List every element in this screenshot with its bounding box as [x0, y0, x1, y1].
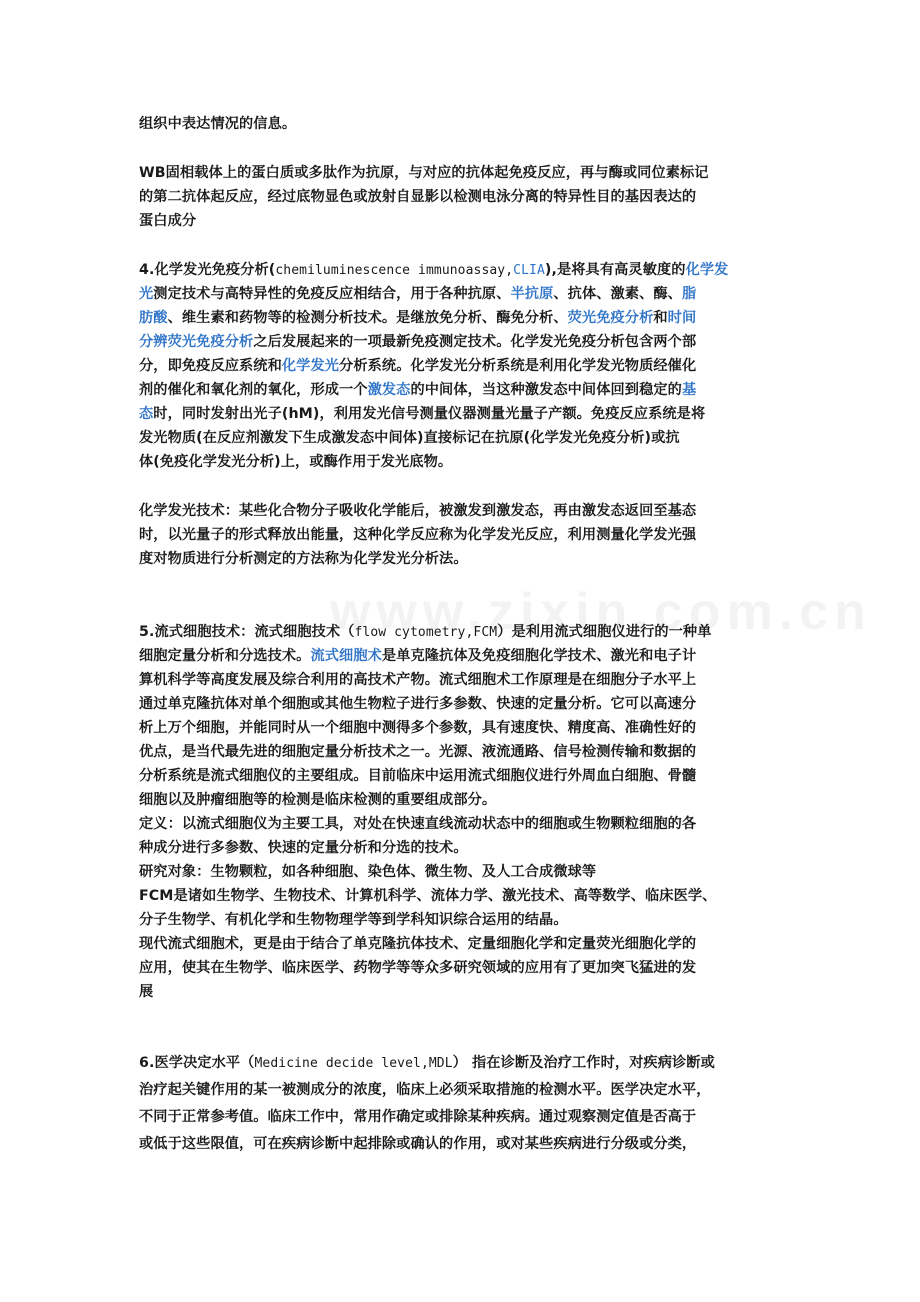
text-line: 析上万个细胞，并能同时从一个细胞中测得多个参数，具有速度快、精度高、准确性好的: [139, 720, 697, 736]
text-line: 组织中表达情况的信息。: [139, 116, 297, 132]
text-span: 的中间体，当这种激发态中间体回到稳定的: [410, 382, 682, 398]
text-line: [139, 282, 696, 306]
text-line: [139, 1051, 715, 1076]
text-span: ),是将具有高灵敏度的: [544, 262, 686, 278]
text-span: 时，同时发射出光子(hM)，利用发光信号测量仪器测量光量子产额。免疫反应系统是将: [153, 406, 706, 422]
text-line: 蛋白成分: [139, 213, 197, 229]
text-line: 发光物质(在反应剂激发下生成激发态中间体)直接标记在抗原(化学发光免疫分析)或抗: [139, 430, 680, 446]
text-span: chemiluminescence immunoassay,: [275, 263, 514, 278]
link-ground-state-cont[interactable]: 态: [139, 406, 154, 422]
text-line: FCM是诸如生物学、生物技术、计算机科学、流体力学、激光技术、高等数学、临床医学、: [139, 888, 717, 904]
text-line: 算机科学等高度发展及综合利用的高技术产物。流式细胞术工作原理是在细胞分子水平上: [139, 672, 697, 688]
text-line: 体(免疫化学发光分析)上，或酶作用于发光底物。: [139, 454, 453, 470]
text-line: 定义：以流式细胞仪为主要工具，对处在快速直线流动状态中的细胞或生物颗粒细胞的各: [139, 816, 697, 832]
text-span: ）是利用流式细胞仪进行的一种单: [497, 624, 712, 640]
text-line: 时，以光量子的形式释放出能量，这种化学反应称为化学发光反应，利用测量化学发光强: [139, 527, 697, 543]
link-fatty-acid[interactable]: 脂: [681, 286, 697, 302]
link-ground-state[interactable]: 基: [681, 382, 697, 398]
text-line: [139, 306, 696, 330]
text-span: flow cytometry,FCM: [354, 625, 498, 640]
text-span: 和: [653, 310, 668, 326]
link-time-resolved[interactable]: 时间: [667, 310, 697, 326]
text-line: 分析系统是流式细胞仪的主要组成。目前临床中运用流式细胞仪进行外周血白细胞、骨髓: [139, 768, 697, 784]
text-line: [139, 330, 696, 354]
text-line: 研究对象：生物颗粒，如各种细胞、染色体、微生物、及人工合成微球等: [139, 864, 597, 880]
text-line: 种成分进行多参数、快速的定量分析和分选的技术。: [139, 840, 468, 856]
text-line: 不同于正常参考值。临床工作中，常用作确定或排除某种疾病。通过观察测定值是否高于: [139, 1109, 697, 1125]
link-excited-state[interactable]: 激发态: [367, 382, 411, 398]
text-line: [139, 620, 712, 645]
text-span: 5.流式细胞技术：流式细胞技术（: [139, 624, 355, 640]
text-line: WB固相载体上的蛋白质或多肽作为抗原，与对应的抗体起免疫反应，再与酶或同位素标记: [139, 165, 709, 181]
link-chemiluminescence-cont[interactable]: 光: [139, 286, 154, 302]
text-line: 细胞以及肿瘤细胞等的检测是临床检测的重要组成部分。: [139, 792, 497, 808]
text-span: 4.化学发光免疫分析(: [139, 262, 276, 278]
link-flow-cytometry[interactable]: 流式细胞术: [310, 648, 382, 664]
text-span: 、维生素和药物等的检测分析技术。是继放免分析、酶免分析、: [167, 310, 568, 326]
link-clia[interactable]: CLIA: [513, 263, 545, 278]
text-span: 剂的催化和氧化剂的氧化，形成一个: [139, 382, 368, 398]
text-line: [139, 258, 728, 283]
text-span: ） 指在诊断及治疗工作时，对疾病诊断或: [452, 1055, 715, 1071]
text-span: Medicine decide level,MDL: [254, 1056, 453, 1071]
text-line: 或低于这些限值，可在疾病诊断中起排除或确认的作用，或对某些疾病进行分级或分类，: [139, 1136, 697, 1152]
text-line: [139, 644, 696, 668]
text-span: 之后发展起来的一项最新免疫测定技术。化学发光免疫分析包含两个部: [253, 334, 697, 350]
link-time-resolved-cont[interactable]: 分辨荧光免疫分析: [139, 334, 254, 350]
text-line: 应用，使其在生物学、临床医学、药物学等等众多研究领域的应用有了更加突飞猛进的发: [139, 960, 697, 976]
text-span: 细胞定量分析和分选技术。: [139, 648, 311, 664]
text-line: 度对物质进行分析测定的方法称为化学发光分析法。: [139, 551, 468, 567]
text-span: 测定技术与高特异性的免疫反应相结合，用于各种抗原、: [153, 286, 511, 302]
text-line: 的第二抗体起反应，经过底物显色或放射自显影以检测电泳分离的特异性目的基因表达的: [139, 189, 697, 205]
text-line: 分子生物学、有机化学和生物物理学等到学科知识综合运用的结晶。: [139, 912, 568, 928]
link-fluorescence-immunoassay[interactable]: 荧光免疫分析: [567, 310, 654, 326]
text-span: 、抗体、激素、酶、: [553, 286, 682, 302]
text-span: 是单克隆抗体及免疫细胞化学技术、激光和电子计: [381, 648, 697, 664]
text-line: 治疗起关键作用的某一被测成分的浓度，临床上必须采取措施的检测水平。医学决定水平，: [139, 1082, 711, 1098]
text-line: 化学发光技术：某些化合物分子吸收化学能后，被激发到激发态，再由激发态返回至基态: [139, 503, 697, 519]
text-line: 通过单克隆抗体对单个细胞或其他生物粒子进行多参数、快速的定量分析。它可以高速分: [139, 696, 697, 712]
text-line: [139, 354, 696, 378]
text-line: 展: [139, 984, 154, 1000]
text-span: 分析系统。化学发光分析系统是利用化学发光物质经催化: [339, 358, 697, 374]
text-span: 6.医学决定水平（: [139, 1055, 255, 1071]
link-fatty-acid-cont[interactable]: 肪酸: [139, 310, 168, 326]
text-line: [139, 402, 705, 426]
text-line: 优点，是当代最先进的细胞定量分析技术之一。光源、液流通路、信号检测传输和数据的: [139, 744, 697, 760]
text-line: [139, 378, 696, 402]
link-chemiluminescence[interactable]: 化学发: [685, 262, 729, 278]
link-hapten[interactable]: 半抗原: [510, 286, 554, 302]
text-line: 现代流式细胞术，更是由于结合了单克隆抗体技术、定量细胞化学和定量荧光细胞化学的: [139, 936, 697, 952]
text-span: 分，即免疫反应系统和: [139, 358, 282, 374]
link-chemiluminescence-2[interactable]: 化学发光: [281, 358, 340, 374]
